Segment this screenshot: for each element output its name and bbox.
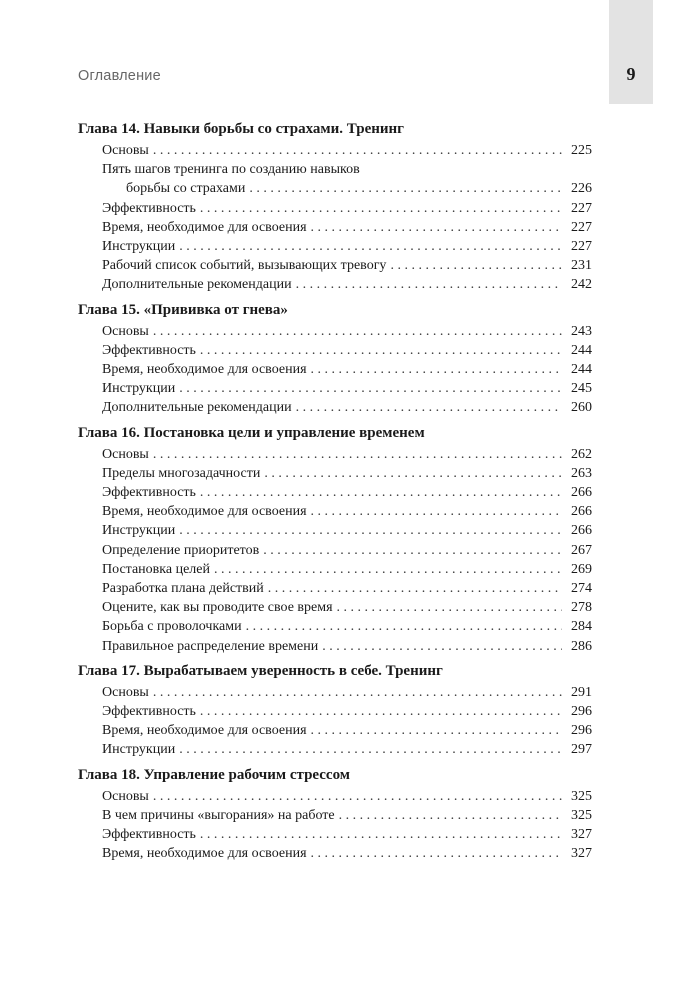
toc-entry-page: 278 bbox=[571, 600, 592, 616]
toc-entry-page: 260 bbox=[571, 400, 592, 416]
toc-entry-label: Время, необходимое для освоения bbox=[102, 219, 307, 235]
toc-entry-label: Время, необходимое для освоения bbox=[102, 504, 307, 520]
toc-entry-label: Эффективность bbox=[102, 485, 196, 501]
toc-entry[interactable] bbox=[78, 579, 592, 598]
page-number: 9 bbox=[626, 64, 636, 84]
chapter-section bbox=[78, 662, 592, 760]
dot-leader bbox=[390, 256, 562, 275]
toc-entry-page: 227 bbox=[571, 200, 592, 216]
toc-entry[interactable] bbox=[78, 275, 592, 294]
toc-entry-page: 325 bbox=[571, 807, 592, 823]
toc-entry-page: 291 bbox=[571, 684, 592, 700]
dot-leader bbox=[200, 341, 562, 360]
toc-entry[interactable] bbox=[78, 721, 592, 740]
toc-entry-page: 267 bbox=[571, 542, 592, 558]
toc-entry-label: Время, необходимое для освоения bbox=[102, 846, 307, 862]
toc-entry[interactable] bbox=[78, 322, 592, 341]
toc-entry[interactable] bbox=[78, 806, 592, 825]
running-head: Оглавление bbox=[78, 68, 161, 84]
toc-entry-label: Основы bbox=[102, 684, 149, 700]
toc-entry-label: Борьба с проволочками bbox=[102, 619, 242, 635]
dot-leader bbox=[263, 541, 562, 560]
toc-entry-label: Правильное распределение времени bbox=[102, 638, 319, 654]
toc-entry-label: Пять шагов тренинга по созданию навыков bbox=[102, 162, 360, 178]
toc-entry[interactable] bbox=[78, 398, 592, 417]
toc-entry-label: Время, необходимое для освоения bbox=[102, 723, 307, 739]
toc-entry[interactable] bbox=[78, 160, 592, 198]
toc-entry-label: Основы bbox=[102, 788, 149, 804]
dot-leader bbox=[179, 237, 562, 256]
toc-entry[interactable] bbox=[78, 844, 592, 863]
toc-entry-page: 243 bbox=[571, 323, 592, 339]
toc-entry[interactable] bbox=[78, 379, 592, 398]
toc-entry-label: Оцените, как вы проводите свое время bbox=[102, 600, 333, 616]
toc-entry-page: 245 bbox=[571, 381, 592, 397]
dot-leader bbox=[153, 141, 562, 160]
dot-leader bbox=[296, 398, 562, 417]
toc-entry-label: Эффективность bbox=[102, 704, 196, 720]
toc-entry-label-continued: борьбы со страхами bbox=[126, 181, 246, 197]
toc-entry-page: 284 bbox=[571, 619, 592, 635]
toc-entry-page: 227 bbox=[571, 219, 592, 235]
toc-entry-label: Постановка целей bbox=[102, 561, 210, 577]
toc-entry-page: 274 bbox=[571, 581, 592, 597]
chapter-section bbox=[78, 424, 592, 656]
toc-entry[interactable] bbox=[78, 825, 592, 844]
toc-entry[interactable] bbox=[78, 360, 592, 379]
toc-entry[interactable] bbox=[78, 502, 592, 521]
dot-leader bbox=[179, 379, 562, 398]
toc-entry-label: Эффективность bbox=[102, 200, 196, 216]
dot-leader bbox=[311, 502, 562, 521]
toc-entry[interactable] bbox=[78, 598, 592, 617]
toc-entry[interactable] bbox=[78, 740, 592, 759]
toc-entry-page: 327 bbox=[571, 827, 592, 843]
toc-entry[interactable] bbox=[78, 541, 592, 560]
toc-entry[interactable] bbox=[78, 617, 592, 636]
chapter-title[interactable]: Глава 18. Управление рабочим стрессом bbox=[78, 766, 351, 783]
toc-entry-page: 296 bbox=[571, 704, 592, 720]
toc-entry-page: 262 bbox=[571, 446, 592, 462]
toc-entry-label: Рабочий список событий, вызывающих тревогу bbox=[102, 258, 387, 274]
toc-entry-label: Эффективность bbox=[102, 342, 196, 358]
toc-entry-page: 327 bbox=[571, 846, 592, 862]
toc-entry-label: Инструкции bbox=[102, 742, 176, 758]
table-of-contents bbox=[78, 115, 592, 870]
toc-entry-page: 286 bbox=[571, 638, 592, 654]
toc-entry-page: 296 bbox=[571, 723, 592, 739]
toc-entry-label: В чем причины «выгорания» на работе bbox=[102, 807, 335, 823]
toc-entry[interactable] bbox=[78, 445, 592, 464]
toc-entry[interactable] bbox=[78, 464, 592, 483]
dot-leader bbox=[214, 560, 562, 579]
chapter-title[interactable]: Глава 15. «Прививка от гнева» bbox=[78, 301, 288, 318]
toc-entry-label: Дополнительные рекомендации bbox=[102, 400, 292, 416]
toc-entry[interactable] bbox=[78, 787, 592, 806]
chapter-title[interactable]: Глава 14. Навыки борьбы со страхами. Тренинг bbox=[78, 121, 404, 137]
toc-entry-page: 266 bbox=[571, 504, 592, 520]
chapter-section bbox=[78, 120, 592, 295]
toc-entry-label: Инструкции bbox=[102, 381, 176, 397]
toc-entry[interactable] bbox=[78, 237, 592, 256]
toc-entry-page: 297 bbox=[571, 742, 592, 758]
dot-leader bbox=[153, 787, 562, 806]
chapter-title[interactable]: Глава 17. Вырабатываем уверенность в себе. Тренинг bbox=[78, 662, 443, 679]
toc-entry-page: 325 bbox=[571, 788, 592, 804]
toc-entry[interactable] bbox=[78, 141, 592, 160]
toc-entry-page: 244 bbox=[571, 362, 592, 378]
toc-entry[interactable] bbox=[78, 341, 592, 360]
dot-leader bbox=[153, 322, 562, 341]
toc-entry-label: Эффективность bbox=[102, 827, 196, 843]
toc-entry-page: 226 bbox=[571, 181, 592, 197]
toc-entry-page: 266 bbox=[571, 523, 592, 539]
toc-entry-label: Инструкции bbox=[102, 523, 176, 539]
toc-entry-page: 269 bbox=[571, 561, 592, 577]
toc-entry[interactable] bbox=[78, 683, 592, 702]
chapter-title[interactable]: Глава 16. Постановка цели и управление временем bbox=[78, 424, 425, 441]
dot-leader bbox=[322, 637, 562, 656]
dot-leader bbox=[311, 721, 562, 740]
dot-leader bbox=[200, 825, 562, 844]
dot-leader bbox=[264, 464, 562, 483]
toc-entry-label: Время, необходимое для освоения bbox=[102, 362, 307, 378]
toc-entry[interactable] bbox=[78, 637, 592, 656]
toc-entry[interactable] bbox=[78, 702, 592, 721]
page-number-tab bbox=[609, 0, 653, 104]
toc-entry-page: 266 bbox=[571, 485, 592, 501]
dot-leader bbox=[200, 483, 562, 502]
toc-entry-page: 242 bbox=[571, 277, 592, 293]
toc-entry[interactable] bbox=[78, 483, 592, 502]
dot-leader bbox=[311, 218, 562, 237]
chapter-section bbox=[78, 301, 592, 418]
dot-leader bbox=[311, 844, 562, 863]
dot-leader bbox=[337, 598, 562, 617]
toc-entry-label: Основы bbox=[102, 323, 149, 339]
toc-entry[interactable] bbox=[78, 560, 592, 579]
toc-entry[interactable] bbox=[78, 218, 592, 237]
dot-leader bbox=[296, 275, 562, 294]
dot-leader bbox=[311, 360, 562, 379]
toc-entry-label: Инструкции bbox=[102, 239, 176, 255]
toc-entry-label: Пределы многозадачности bbox=[102, 465, 261, 481]
toc-entry-label: Основы bbox=[102, 143, 149, 158]
toc-entry-page: 225 bbox=[571, 143, 592, 158]
toc-entry-label: Дополнительные рекомендации bbox=[102, 277, 292, 293]
toc-entry[interactable] bbox=[78, 256, 592, 275]
toc-entry-page: 227 bbox=[571, 239, 592, 255]
toc-entry-label: Определение приоритетов bbox=[102, 542, 260, 558]
toc-entry-label: Основы bbox=[102, 446, 149, 462]
toc-entry-label: Разработка плана действий bbox=[102, 581, 264, 597]
dot-leader bbox=[249, 179, 562, 198]
dot-leader bbox=[268, 579, 562, 598]
dot-leader bbox=[200, 702, 562, 721]
toc-entry[interactable] bbox=[78, 199, 592, 218]
dot-leader bbox=[153, 683, 562, 702]
toc-entry-page: 263 bbox=[571, 465, 592, 481]
chapter-section bbox=[78, 766, 592, 864]
toc-entry[interactable] bbox=[78, 521, 592, 540]
dot-leader bbox=[200, 199, 562, 218]
toc-entry-page: 244 bbox=[571, 342, 592, 358]
dot-leader bbox=[153, 445, 562, 464]
dot-leader bbox=[179, 521, 562, 540]
dot-leader bbox=[246, 617, 562, 636]
toc-entry-page: 231 bbox=[571, 258, 592, 274]
dot-leader bbox=[339, 806, 562, 825]
dot-leader bbox=[179, 740, 562, 759]
